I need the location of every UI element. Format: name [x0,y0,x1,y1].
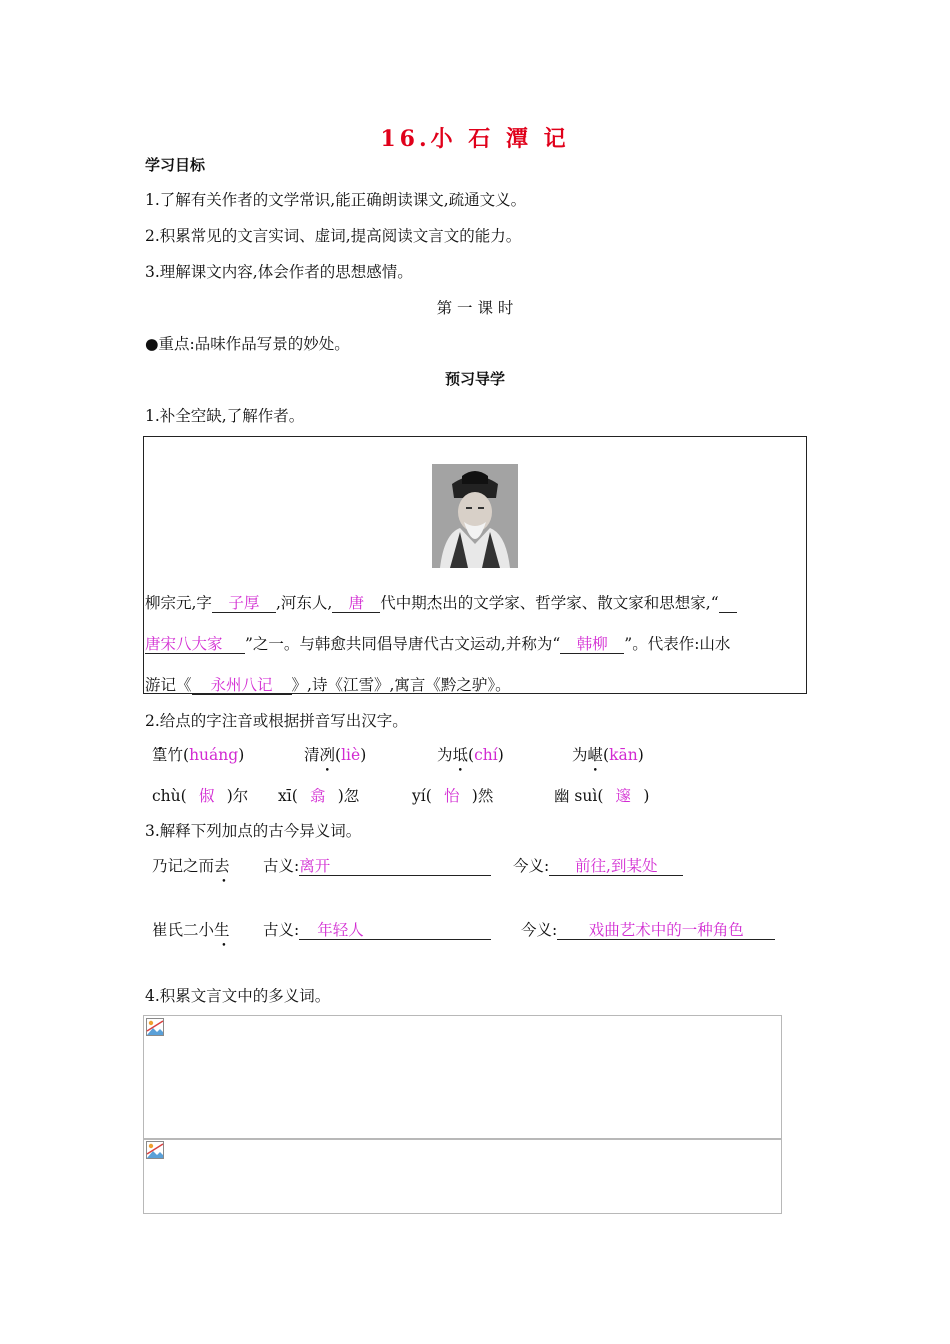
q3-prompt: 3.解释下列加点的古今异义词。 [145,822,362,840]
q1-line2: 唐宋八大家 ”之一。与韩愈共同倡导唐代古文运动,并称为“ 韩柳 ”。代表作:山水 [145,635,731,653]
q2-item: 清冽(liè) [304,746,367,764]
answer-blank: 离开 [299,857,491,876]
q2-item: 幽 suì( 邃 ) [554,787,650,805]
page-title: 16.小 石 潭 记 [380,126,570,152]
q3-phrase: 乃记之而去 • [152,857,230,887]
q2-item: xī( 翕 )忽 [278,787,360,805]
q2-item: 为坻(chí) [437,746,504,764]
q3-new: 今义: 前往,到某处 [513,854,683,876]
author-portrait [432,464,518,568]
q2-item: 篁 竹(huáng) [152,746,245,764]
objective-item: 3.理解课文内容,体会作者的思想感情。 [145,263,413,281]
objective-item: 2.积累常见的文言实词、虚词,提高阅读文言文的能力。 [145,227,522,245]
answer-blank: 唐 [332,594,380,613]
answer-blank: 前往,到某处 [549,857,683,876]
broken-image-icon [146,1018,164,1036]
q1-prompt: 1.补全空缺,了解作者。 [145,407,305,425]
q2-item: yí( 怡 )然 [412,787,494,805]
image-placeholder [143,1138,782,1214]
q1-line3: 游记《 永州八记 》,诗《江雪》,寓言《黔之驴》。 [145,676,511,694]
q2-prompt: 2.给点的字注音或根据拼音写出汉字。 [145,712,408,730]
answer-blank: 子厚 [212,594,276,613]
broken-image-icon [146,1141,164,1159]
answer-blank: 韩柳 [560,635,624,654]
answer-blank: 戏曲艺术中的一种角色 [557,921,775,940]
objective-item: 1.了解有关作者的文学常识,能正确朗读课文,疏通文义。 [145,191,527,209]
portrait-icon [432,464,518,568]
lesson-label: 第 一 课 时 [436,299,514,317]
q3-old: 古义: 年轻人 [263,918,491,940]
objectives-heading: 学习目标 [145,156,206,174]
q4-prompt: 4.积累文言文中的多义词。 [145,987,331,1005]
q3-old: 古义:离开 [263,854,491,876]
preview-heading: 预习导学 [444,370,505,388]
focus-text: ●重点:品味作品写景的妙处。 [145,335,350,353]
q3-phrase: 崔氏二小生 • [152,921,230,951]
answer-blank: 唐宋八大家 [145,635,245,654]
answer-blank: 永州八记 [192,676,292,695]
q3-new: 今义: 戏曲艺术中的一种角色 [521,918,775,940]
q2-item: chù( 俶 )尔 [152,787,249,805]
q2-item: 为嵁(kān) [572,746,644,764]
q1-line1: 柳宗元,字 子厚 ,河东人, 唐 代中期杰出的文学家、哲学家、散文家和思想家,“ [145,591,737,613]
image-placeholder [143,1015,782,1140]
answer-blank: 年轻人 [299,921,491,940]
